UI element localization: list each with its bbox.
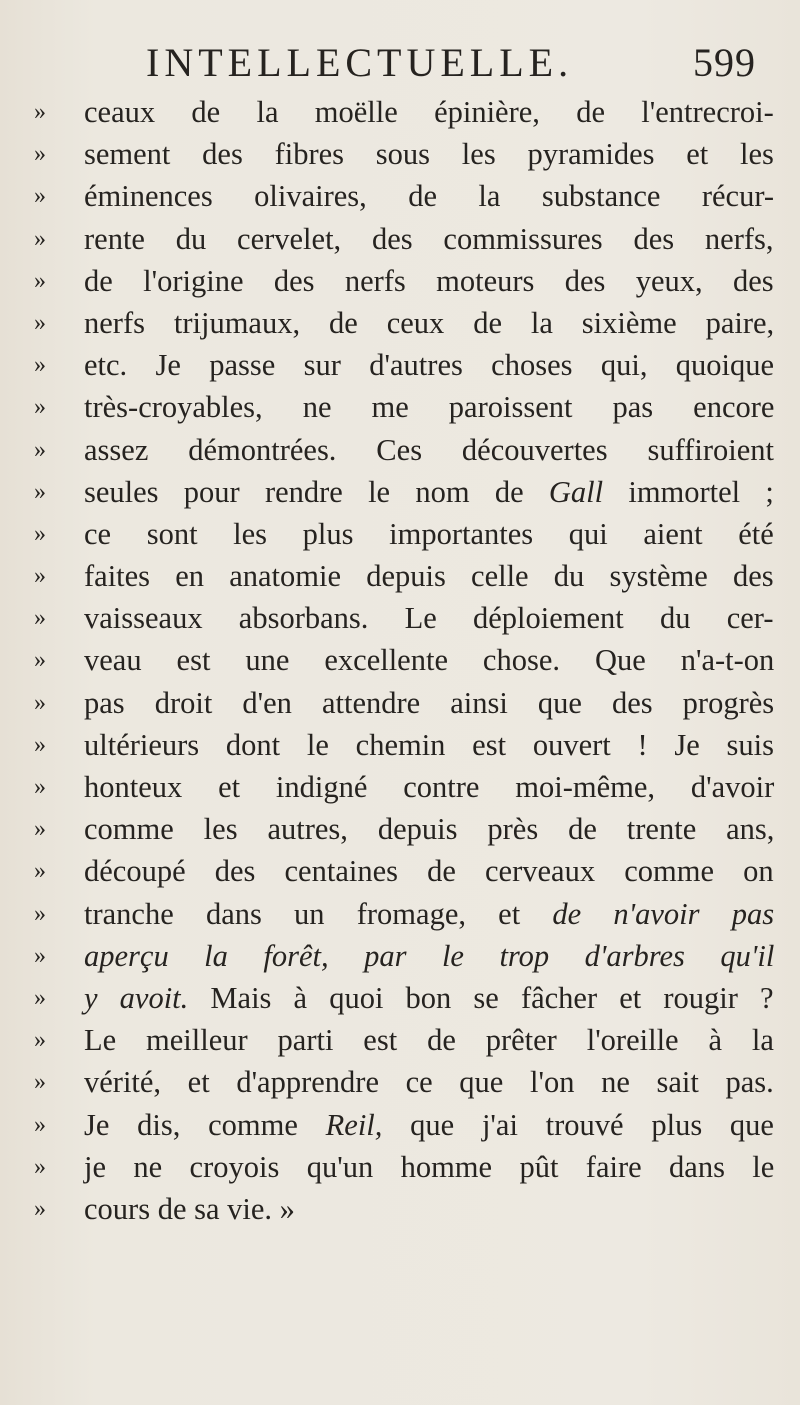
text-segment: cours de sa vie. »	[84, 1191, 295, 1226]
quote-mark: »	[34, 436, 46, 463]
quote-mark: »	[34, 731, 46, 758]
text-segment: Je dis, comme	[84, 1107, 326, 1142]
text-line	[34, 682, 774, 724]
text-segment: vaisseaux absorbans. Le déploiement du cer-	[84, 601, 774, 636]
line-text	[84, 850, 774, 892]
text-segment: Mais à quoi bon se fâcher et rougir ?	[188, 980, 774, 1015]
text-segment: rente du cervelet, des commissures des nerfs,	[84, 221, 774, 256]
quote-mark: »	[34, 816, 46, 843]
text-line	[34, 893, 774, 935]
text-segment: très-croyables, ne me paroissent pas encore	[84, 390, 775, 425]
text-line	[34, 1146, 774, 1188]
text-line	[34, 513, 774, 555]
quote-mark: »	[34, 520, 46, 547]
quote-mark: »	[34, 984, 46, 1011]
text-segment: nerfs trijumaux, de ceux de la sixième paire,	[84, 305, 775, 340]
line-text	[84, 513, 774, 555]
text-segment: Le meilleur parti est de prêter l'oreille à la	[84, 1023, 774, 1058]
text-line	[34, 302, 774, 344]
text-line	[34, 386, 774, 428]
line-text	[84, 471, 774, 513]
text-line	[34, 977, 774, 1019]
text-segment: tranche dans un fromage, et	[84, 896, 553, 931]
line-text	[84, 91, 774, 133]
quote-mark: »	[34, 647, 46, 674]
text-line	[34, 471, 774, 513]
text-segment: veau est une excellente chose. Que n'a-t-on	[84, 643, 775, 678]
text-line	[34, 639, 774, 681]
quote-mark: »	[34, 605, 46, 632]
line-text	[84, 1188, 295, 1230]
quote-mark: »	[34, 900, 46, 927]
italic-text: Gall	[548, 474, 604, 509]
text-line	[34, 260, 774, 302]
quote-mark: »	[34, 309, 46, 336]
text-line	[34, 1019, 774, 1061]
quote-mark: »	[34, 225, 46, 252]
quote-mark: »	[34, 1111, 46, 1138]
line-text	[84, 1104, 774, 1146]
text-segment: découpé des centaines de cerveaux comme on	[84, 854, 774, 889]
text-line	[34, 429, 774, 471]
quote-mark: »	[34, 352, 46, 379]
quote-mark: »	[34, 267, 46, 294]
italic-text: aperçu la forêt, par le trop d'arbres qu'il	[84, 938, 775, 973]
text-segment: vérité, et d'apprendre ce que l'on ne sait pas.	[84, 1065, 774, 1100]
text-line	[34, 597, 774, 639]
text-segment: comme les autres, depuis près de trente ans,	[84, 812, 775, 847]
line-text	[84, 429, 774, 471]
quote-mark: »	[34, 183, 46, 210]
text-segment: honteux et indigné contre moi-même, d'avoir	[84, 770, 775, 804]
text-segment: ceaux de la moëlle épinière, de l'entrecroi-	[84, 95, 774, 129]
text-line	[34, 850, 774, 892]
quote-mark: »	[34, 1195, 46, 1222]
quote-mark: »	[34, 394, 46, 421]
line-text	[84, 1146, 774, 1188]
text-segment: ultérieurs dont le chemin est ouvert ! Je suis	[84, 727, 775, 762]
quote-mark: »	[34, 689, 46, 716]
text-line	[34, 766, 774, 808]
line-text	[84, 344, 774, 386]
body-text	[34, 91, 774, 1230]
text-line	[34, 1061, 774, 1103]
text-segment: immortel ;	[603, 474, 774, 509]
line-text	[84, 639, 774, 681]
line-text	[84, 260, 774, 302]
quote-mark: »	[34, 99, 46, 125]
text-line	[34, 344, 774, 386]
text-line	[34, 555, 774, 597]
quote-mark: »	[34, 563, 46, 590]
text-segment: sement des fibres sous les pyramides et les	[84, 137, 774, 172]
line-text	[84, 218, 774, 260]
italic-text: y avoit.	[84, 980, 189, 1015]
text-segment: je ne croyois qu'un homme pût faire dans le	[84, 1149, 775, 1184]
text-line	[34, 808, 774, 850]
line-text	[84, 977, 774, 1019]
line-text	[84, 302, 774, 344]
quote-mark: »	[34, 1153, 46, 1180]
text-segment: pas droit d'en attendre ainsi que des progrès	[84, 685, 775, 720]
quote-mark: »	[34, 1027, 46, 1054]
text-line	[34, 724, 774, 766]
text-line	[34, 175, 774, 217]
line-text	[84, 1061, 774, 1103]
line-text	[84, 766, 774, 808]
text-line	[34, 218, 774, 260]
line-text	[84, 555, 774, 597]
text-line	[34, 1104, 774, 1146]
text-segment: ce sont les plus importantes qui aient été	[84, 516, 774, 551]
line-text	[84, 133, 774, 175]
line-text	[84, 682, 774, 724]
quote-mark: »	[34, 942, 46, 969]
text-segment: de l'origine des nerfs moteurs des yeux, des	[84, 263, 774, 298]
text-segment: etc. Je passe sur d'autres choses qui, quoique	[84, 348, 775, 383]
italic-text: de n'avoir pas	[552, 896, 775, 931]
line-text	[84, 724, 774, 766]
line-text	[84, 808, 774, 850]
quote-mark: »	[34, 141, 46, 168]
text-segment: assez démontrées. Ces découvertes suffiroient	[84, 432, 774, 467]
text-line	[34, 1188, 774, 1230]
text-segment: faites en anatomie depuis celle du système des	[84, 559, 774, 594]
quote-mark: »	[34, 858, 46, 885]
line-text	[84, 597, 774, 639]
line-text	[84, 386, 774, 428]
running-head	[146, 38, 756, 88]
line-text	[84, 1019, 774, 1061]
page-number: 599	[693, 40, 756, 85]
running-title: INTELLECTUELLE.	[146, 40, 574, 85]
text-segment: éminences olivaires, de la substance récur-	[84, 179, 775, 214]
quote-mark: »	[34, 774, 46, 800]
text-line	[34, 91, 774, 133]
line-text	[84, 893, 774, 935]
line-text	[84, 935, 774, 977]
text-line	[34, 935, 774, 977]
text-line	[34, 133, 774, 175]
line-text	[84, 175, 774, 217]
text-segment: que j'ai trouvé plus que	[382, 1107, 774, 1142]
italic-text: Reil,	[325, 1107, 383, 1142]
quote-mark: »	[34, 1069, 46, 1096]
quote-mark: »	[34, 478, 46, 505]
text-segment: seules pour rendre le nom de	[84, 474, 549, 509]
